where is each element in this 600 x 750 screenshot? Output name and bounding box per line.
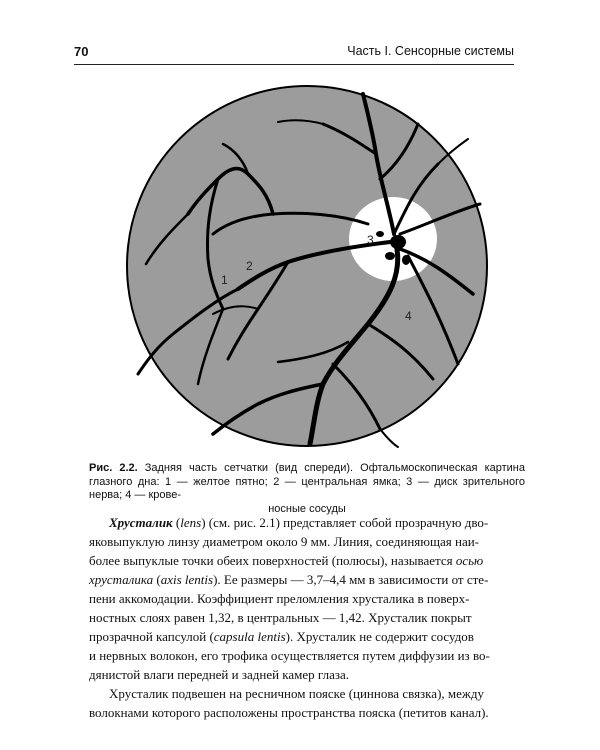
text-span: более выпуклые точки обеих поверхностей (полюсы), называется bbox=[89, 553, 456, 568]
paragraph-lens bbox=[89, 513, 525, 684]
caption-text: Задняя часть сетчатки (вид спереди). Офтальмоскопическая картина глазного дна: 1 — желтое пятно; 2 — центральная ямка; 3 — диск зрительного нерва; 4 — крове- bbox=[89, 462, 525, 501]
figure-label-4: 4 bbox=[405, 309, 412, 323]
term-axis-2: хрусталика bbox=[89, 572, 154, 587]
text-line: волокнами которого расположены пространства пояска (петитов канал). bbox=[89, 705, 489, 720]
term-axis-1: осью bbox=[455, 553, 484, 568]
text-line: пени аккомодации. Коэффициент преломления хрусталика в поверх- bbox=[89, 591, 470, 606]
page-number: 70 bbox=[74, 44, 89, 59]
text-line: ностных слоях равен 1,32, в центральных — 1,42. Хрусталик покрыт bbox=[89, 610, 472, 625]
fundus-illustration bbox=[118, 84, 496, 448]
text-span: ) (см. рис. 2.1) представляет собой прозрачную дво- bbox=[201, 515, 489, 530]
header-rule bbox=[74, 64, 514, 65]
figure-caption bbox=[89, 462, 525, 516]
caption-label: Рис. 2.2. bbox=[89, 462, 138, 474]
text-span: ( bbox=[172, 515, 181, 530]
text-span: ). Хрусталик не содержит сосудов bbox=[285, 629, 474, 644]
text-line: Хрусталик подвешен на ресничном пояске (циннова связка), между bbox=[109, 686, 484, 701]
body-text bbox=[89, 513, 525, 722]
text-line: и нервных волокон, его трофика осуществляется путем диффузии из во- bbox=[89, 648, 490, 663]
term-lens: Хрусталик bbox=[109, 515, 173, 530]
running-head: Часть I. Сенсорные системы bbox=[347, 44, 514, 58]
figure-label-1: 1 bbox=[221, 273, 228, 287]
figure-label-2: 2 bbox=[246, 259, 253, 273]
text-span: ). Ее размеры — 3,7–4,4 мм в зависимости от сте- bbox=[213, 572, 489, 587]
figure-label-3: 3 bbox=[367, 233, 374, 247]
text-line: дянистой влаги передней и задней камер глаза. bbox=[89, 667, 350, 682]
latin-lens: lens bbox=[180, 515, 202, 530]
paragraph-suspension bbox=[89, 684, 525, 722]
fundus-figure bbox=[118, 84, 496, 448]
text-line: яковыпуклую линзу диаметром около 9 мм. Линия, соединяющая наи- bbox=[89, 534, 480, 549]
text-span: ( bbox=[153, 572, 161, 587]
latin-axis: axis lentis bbox=[160, 572, 214, 587]
caption-last-line: носные сосуды bbox=[268, 502, 346, 515]
text-span: прозрачной капсулой ( bbox=[89, 629, 214, 644]
latin-capsula: capsula lentis bbox=[213, 629, 286, 644]
